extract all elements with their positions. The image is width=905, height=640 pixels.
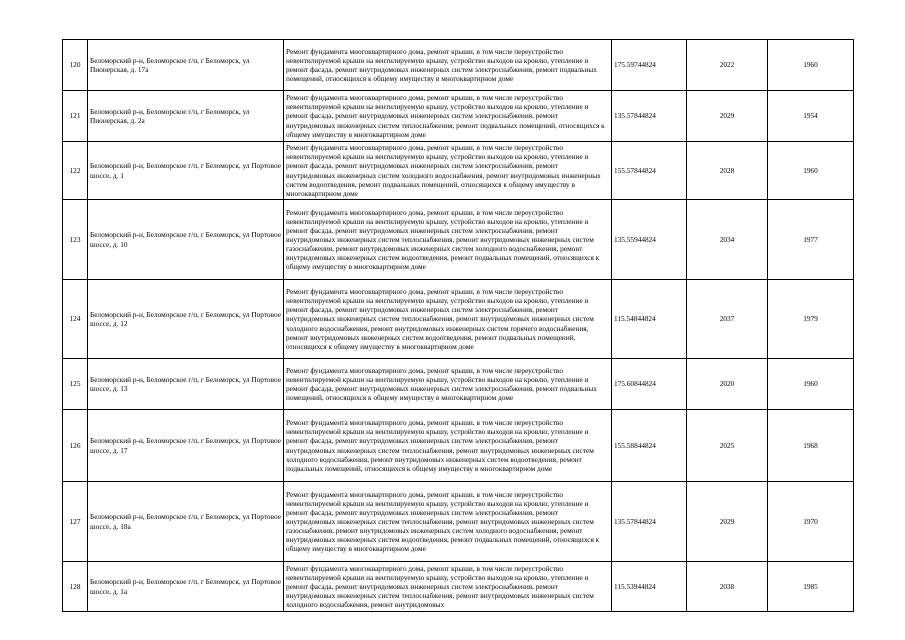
repair-cost: 135.55944824 (612, 200, 687, 280)
row-number: 123 (63, 200, 88, 280)
planned-year: 2029 (687, 482, 768, 562)
construction-year: 1985 (768, 562, 854, 612)
row-number: 120 (63, 40, 88, 91)
table-body (63, 40, 854, 612)
repair-works: Ремонт фундамента многоквартирного дома, ремонт крыши, в том числе переустройство невентилируемой крыши на вентилируемую крышу, устройство выходов на кровлю, утепление и ремонт фасада, ремонт внутридомовых инженерных систем электроснабжения, ремонт внутридомовых инженерных систем теплоснабжения, ремонт внутридомовых инженерных систем газоснабжения, ремонт внутридомовых инженерных систем холодного водоснабжения, ремонт внутридомовых инженерных систем водоотведения, ремонт подвальных помещений, относящихся к общему имуществу в многоквартирном доме (284, 482, 612, 562)
repair-works: Ремонт фундамента многоквартирного дома, ремонт крыши, в том числе переустройство невентилируемой крыши на вентилируемую крышу, устройство выходов на кровлю, утепление и ремонт фасада, ремонт внутридомовых инженерных систем электроснабжения, ремонт подвальных помещений, относящихся к общему имуществу в многоквартирном доме (284, 40, 612, 91)
building-address: Беломорский р-н, Беломорское г/п, г Беломорск, ул Портовое шоссе, д. 10 (88, 200, 284, 280)
building-address: Беломорский р-н, Беломорское г/п, г Беломорск, ул Портовое шоссе, д. 13 (88, 359, 284, 410)
planned-year: 2025 (687, 410, 768, 482)
construction-year: 1979 (768, 280, 854, 359)
row-number: 122 (63, 142, 88, 200)
building-address: Беломорский р-н, Беломорское г/п, г Беломорск, ул Портовое шоссе, д. 12 (88, 280, 284, 359)
repair-works: Ремонт фундамента многоквартирного дома, ремонт крыши, в том числе переустройство невентилируемой крыши на вентилируемую крышу, устройство выходов на кровлю, утепление и ремонт фасада, ремонт внутридомовых инженерных систем электроснабжения, ремонт внутридомовых инженерных систем теплоснабжения, ремонт внутридомовых инженерных систем холодного водоснабжения, ремонт внутридомовых инженерных систем горячего водоснабжения, ремонт внутридомовых инженерных систем водоотведения, ремонт подвальных помещений, относящихся к общему имуществу в многоквартирном доме (284, 280, 612, 359)
repair-works: Ремонт фундамента многоквартирного дома, ремонт крыши, в том числе переустройство невентилируемой крыши на вентилируемую крышу, устройство выходов на кровлю, утепление и ремонт фасада, ремонт внутридомовых инженерных систем электроснабжения, ремонт подвальных помещений, относящихся к общему имуществу в многоквартирном доме (284, 359, 612, 410)
planned-year: 2022 (687, 40, 768, 91)
repair-cost: 135.57844824 (612, 482, 687, 562)
building-address: Беломорский р-н, Беломорское г/п, г Беломорск, ул Портовое шоссе, д. 17 (88, 410, 284, 482)
repair-cost: 115.54844824 (612, 280, 687, 359)
construction-year: 1954 (768, 91, 854, 142)
construction-year: 1970 (768, 482, 854, 562)
row-number: 127 (63, 482, 88, 562)
repair-cost: 115.53944824 (612, 562, 687, 612)
table-row (63, 142, 854, 200)
table-row (63, 359, 854, 410)
construction-year: 1960 (768, 142, 854, 200)
repair-works: Ремонт фундамента многоквартирного дома, ремонт крыши, в том числе переустройство невентилируемой крыши на вентилируемую крышу, устройство выходов на кровлю, утепление и ремонт фасада, ремонт внутридомовых инженерных систем электроснабжения, ремонт внутридомовых инженерных систем теплоснабжения, ремонт внутридомовых инженерных систем холодного водоснабжения, ремонт внутридомовых инженерных систем водоотведения, ремонт подвальных помещений, относящихся к общему имуществу в многоквартирном доме (284, 410, 612, 482)
row-number: 124 (63, 280, 88, 359)
building-address: Беломорский р-н, Беломорское г/п, г Беломорск, ул Пионерская, д. 17а (88, 40, 284, 91)
construction-year: 1977 (768, 200, 854, 280)
planned-year: 2037 (687, 280, 768, 359)
table-row (63, 562, 854, 612)
repair-cost: 155.58844824 (612, 410, 687, 482)
repair-cost: 155.57844824 (612, 142, 687, 200)
construction-year: 1960 (768, 40, 854, 91)
table-row (63, 482, 854, 562)
row-number: 126 (63, 410, 88, 482)
capital-repair-table (62, 39, 854, 612)
repair-cost: 135.57844824 (612, 91, 687, 142)
repair-cost: 175.59744824 (612, 40, 687, 91)
row-number: 125 (63, 359, 88, 410)
building-address: Беломорский р-н, Беломорское г/п, г Беломорск, ул Пионерская, д. 2а (88, 91, 284, 142)
planned-year: 2029 (687, 91, 768, 142)
building-address: Беломорский р-н, Беломорское г/п, г Беломорск, ул Портовое шоссе, д. 18а (88, 482, 284, 562)
planned-year: 2028 (687, 142, 768, 200)
planned-year: 2034 (687, 200, 768, 280)
repair-works: Ремонт фундамента многоквартирного дома, ремонт крыши, в том числе переустройство невентилируемой крыши на вентилируемую крышу, устройство выходов на кровлю, утепление и ремонт фасада, ремонт внутридомовых инженерных систем электроснабжения, ремонт внутридомовых инженерных систем теплоснабжения, ремонт подвальных помещений, относящихся к общему имуществу в многоквартирном доме (284, 91, 612, 142)
table-row (63, 410, 854, 482)
construction-year: 1960 (768, 359, 854, 410)
planned-year: 2020 (687, 359, 768, 410)
building-address: Беломорский р-н, Беломорское г/п, г Беломорск, ул Портовое шоссе, д. 1 (88, 142, 284, 200)
row-number: 128 (63, 562, 88, 612)
table-row (63, 280, 854, 359)
repair-works: Ремонт фундамента многоквартирного дома, ремонт крыши, в том числе переустройство невентилируемой крыши на вентилируемую крышу, устройство выходов на кровлю, утепление и ремонт фасада, ремонт внутридомовых инженерных систем электроснабжения, ремонт внутридомовых инженерных систем теплоснабжения, ремонт внутридомовых инженерных систем холодного водоснабжения, ремонт внутридомовых (284, 562, 612, 612)
repair-works: Ремонт фундамента многоквартирного дома, ремонт крыши, в том числе переустройство невентилируемой крыши на вентилируемую крышу, устройство выходов на кровлю, утепление и ремонт фасада, ремонт внутридомовых инженерных систем электроснабжения, ремонт внутридомовых инженерных систем холодного водоснабжения, ремонт внутридомовых инженерных систем водоотведения, ремонт подвальных помещений, относящихся к общему имуществу в многоквартирном доме (284, 142, 612, 200)
repair-cost: 175.60844824 (612, 359, 687, 410)
table-row (63, 200, 854, 280)
planned-year: 2038 (687, 562, 768, 612)
table-row (63, 91, 854, 142)
row-number: 121 (63, 91, 88, 142)
table-row (63, 40, 854, 91)
construction-year: 1968 (768, 410, 854, 482)
repair-works: Ремонт фундамента многоквартирного дома, ремонт крыши, в том числе переустройство невентилируемой крыши на вентилируемую крышу, устройство выходов на кровлю, утепление и ремонт фасада, ремонт внутридомовых инженерных систем электроснабжения, ремонт внутридомовых инженерных систем теплоснабжения, ремонт внутридомовых инженерных систем газоснабжения, ремонт внутридомовых инженерных систем холодного водоснабжения, ремонт внутридомовых инженерных систем водоотведения, ремонт подвальных помещений, относящихся к общему имуществу в многоквартирном доме (284, 200, 612, 280)
building-address: Беломорский р-н, Беломорское г/п, г Беломорск, ул Портовое шоссе, д. 1а (88, 562, 284, 612)
